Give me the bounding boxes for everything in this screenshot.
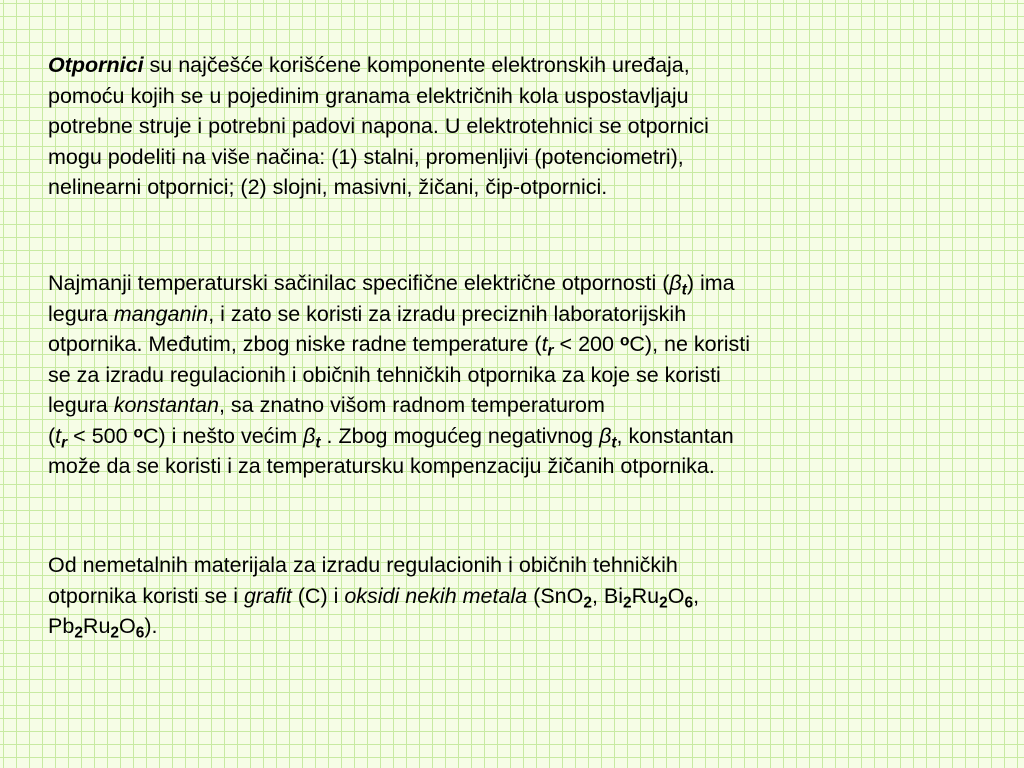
subscript: 6 — [135, 624, 145, 642]
subscript: 2 — [583, 593, 592, 611]
paragraph-nonmetallic-materials — [48, 550, 983, 642]
text-fragment: otpornika. Međutim, zbog niske radne temperature ( — [48, 332, 542, 356]
term-konstantan: konstantan — [113, 393, 219, 417]
subscript-t: t — [315, 433, 321, 451]
text-fragment: ). — [144, 614, 158, 638]
text-fragment: , konstantan — [616, 423, 734, 448]
text-fragment: otpornika koristi se i — [48, 583, 244, 608]
text-line: pomoću kojih se u pojedinim granama električnih kola uspostavljaju — [48, 83, 689, 108]
text-line: može da se koristi i za temperatursku kompenzaciju žičanih otpornika. — [48, 454, 715, 478]
symbol-t: t — [541, 332, 548, 356]
text-fragment: < 200 — [553, 332, 620, 356]
text-line: se za izradu regulacionih i običnih tehničkih otpornika za koje se koristi — [48, 362, 721, 387]
subscript: 2 — [659, 593, 668, 611]
symbol-beta: β — [669, 271, 682, 295]
subscript: 6 — [684, 593, 694, 611]
degree-symbol: o — [619, 332, 630, 350]
text-fragment: ) ima — [686, 271, 735, 295]
text-fragment: . Zbog mogućeg negativnog — [320, 423, 600, 448]
text-line: Od nemetalnih materijala za izradu regulacionih i običnih tehničkih — [48, 553, 678, 577]
term-oksidi-metala: oksidi nekih metala — [344, 583, 528, 608]
symbol-beta: β — [303, 423, 316, 448]
paragraph-temperature-coefficient — [48, 268, 983, 482]
text-fragment: (C) i — [291, 583, 345, 608]
degree-symbol: o — [133, 424, 143, 442]
text-fragment: C), ne koristi — [629, 332, 751, 356]
text-fragment: legura — [48, 301, 114, 326]
symbol-beta: β — [599, 423, 612, 448]
term-otpornici: Otpornici — [48, 53, 144, 77]
subscript: 2 — [74, 624, 83, 642]
text-fragment: , sa znatno višom radnom temperaturom — [218, 393, 605, 417]
text-fragment: C) i nešto većim — [143, 423, 304, 448]
text-fragment: , — [693, 583, 700, 608]
subscript-r: r — [61, 433, 68, 451]
subscript: 2 — [110, 624, 120, 642]
subscript-t: t — [681, 281, 687, 299]
formula-pb2ru2o6: Pb — [48, 614, 75, 638]
text-fragment: , i zato se koristi za izradu preciznih laboratorijskih — [208, 301, 687, 326]
subscript-t: t — [611, 433, 617, 451]
text-line: mogu podeliti na više načina: (1) stalni, promenljivi (potenciometri), — [48, 144, 684, 169]
text-line: Najmanji temperaturski sačinilac specifične električne otpornosti ( — [48, 271, 670, 295]
formula-text: Ru — [82, 614, 111, 638]
text-line: su najčešće korišćene komponente elektronskih uređaja, — [143, 53, 690, 77]
text-line: potrebne struje i potrebni padovi napona. U elektrotehnici se otpornici — [48, 114, 709, 138]
formula-sno2: (SnO — [527, 583, 584, 608]
paragraph-otpornici — [48, 50, 928, 203]
formula-text: O — [119, 614, 136, 638]
text-line: nelinearni otpornici; (2) slojni, masivni, žičani, čip-otpornici. — [48, 175, 608, 199]
formula-bi2ru2o6: , Bi — [591, 583, 624, 608]
term-manganin: manganin — [113, 301, 209, 326]
formula-text: Ru — [631, 583, 660, 608]
text-fragment: legura — [48, 393, 114, 417]
subscript: 2 — [623, 593, 632, 611]
text-fragment: < 500 — [67, 423, 134, 448]
symbol-t: t — [55, 423, 62, 448]
formula-text: O — [667, 583, 685, 608]
term-grafit: grafit — [243, 583, 292, 608]
text-fragment: ( — [48, 423, 56, 448]
subscript-r: r — [547, 342, 554, 360]
